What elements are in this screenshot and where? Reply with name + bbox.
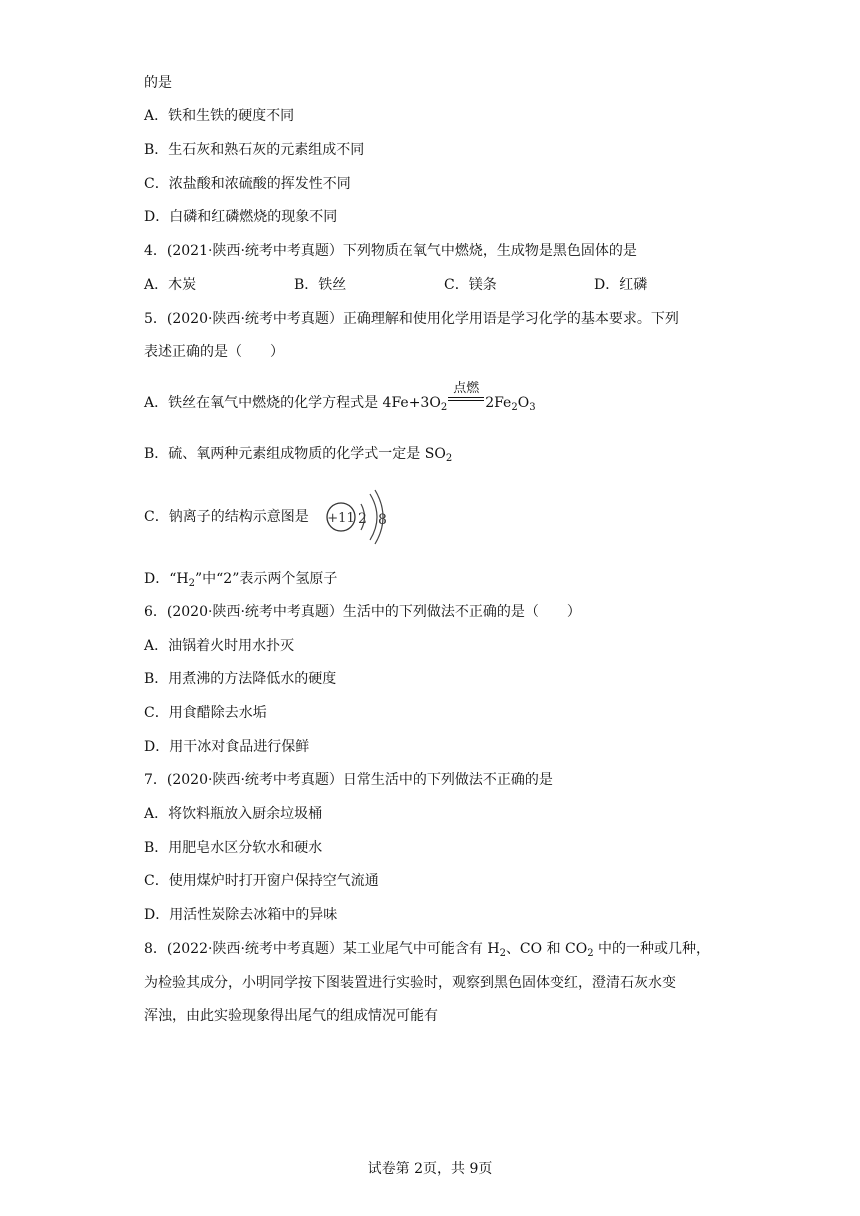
q4-option-d: D．红磷: [594, 277, 648, 293]
q3-option-b: B．生石灰和熟石灰的元素组成不同: [144, 142, 365, 158]
q5-d-prefix: D．“H: [144, 571, 189, 587]
q5-option-c: [144, 507, 309, 527]
q5-a-product: 2Fe: [485, 395, 512, 411]
q6-option-d: D．用干冰对食品进行保鲜: [144, 739, 310, 755]
page-footer: 试卷第 2页，共 9页: [367, 1161, 493, 1177]
q8-stem-line3: 浑浊，由此实验现象得出尾气的组成情况可能有: [144, 1008, 438, 1024]
q7-option-a: A．将饮料瓶放入厨余垃圾桶: [144, 806, 323, 822]
q5-option-b: [144, 444, 452, 464]
q5-a-fe-subscript: 2: [511, 402, 518, 413]
q5-option-d: [144, 569, 337, 589]
sodium-ion-structure-diagram: [324, 478, 394, 562]
shell1-electrons: 2: [358, 511, 367, 527]
q5-a-prefix: A．铁丝在氧气中燃烧的化学方程式是 4Fe+3O: [144, 395, 441, 411]
q4-options-row: [144, 275, 704, 295]
q7-stem: 7．(2020·陕西·统考中考真题）日常生活中的下列做法不正确的是: [144, 772, 553, 788]
q5-a-o2-subscript: 2: [440, 402, 448, 413]
q8-line1-part-a: 8．(2022·陕西·统考中考真题）某工业尾气中可能含有 H: [144, 941, 500, 957]
q4-stem: 4．(2021·陕西·统考中考真题）下列物质在氧气中燃烧，生成物是黑色固体的是: [144, 243, 637, 259]
q4-option-b: B．铁丝: [294, 277, 347, 293]
q5-option-a: [144, 381, 536, 413]
q8-line1-part-b: 、CO 和 CO: [505, 941, 588, 957]
q8-line1-part-c: 中的一种或几种，: [593, 941, 711, 957]
q4-option-a: A．木炭: [144, 277, 197, 293]
q8-stem-line1: [144, 939, 710, 959]
q5-b-subscript: 2: [445, 453, 453, 464]
q8-h2-subscript: 2: [499, 948, 506, 959]
q3-stem-tail: 的是: [144, 75, 172, 91]
q6-option-c: C．用食醋除去水垢: [144, 705, 267, 721]
q5-d-suffix: ”中“2”表示两个氢原子: [194, 571, 338, 587]
q8-stem-line2: 为检验其成分，小明同学按下图装置进行实验时，观察到黑色固体变红，澄清石灰水变: [144, 975, 676, 991]
q6-stem: 6．(2020·陕西·统考中考真题）生活中的下列做法不正确的是（ ）: [144, 604, 581, 620]
q5-c-prefix: C．钠离子的结构示意图是: [144, 509, 309, 525]
q6-option-b: B．用煮沸的方法降低水的硬度: [144, 671, 337, 687]
q6-option-a: A．油锅着火时用水扑灭: [144, 638, 295, 654]
q5-a-o3-subscript: 3: [529, 402, 536, 413]
q5-stem-line1: 5．(2020·陕西·统考中考真题）正确理解和使用化学用语是学习化学的基本要求。下列: [144, 311, 679, 327]
q3-option-d: D．白磷和红磷燃烧的现象不同: [144, 209, 338, 225]
q3-option-c: C．浓盐酸和浓硫酸的挥发性不同: [144, 176, 351, 192]
q7-option-c: C．使用煤炉时打开窗户保持空气流通: [144, 873, 379, 889]
nucleus-charge: +11: [327, 511, 355, 526]
q3-option-a: A．铁和生铁的硬度不同: [144, 108, 295, 124]
q8-co2-subscript: 2: [587, 948, 594, 959]
q7-option-b: B．用肥皂水区分软水和硬水: [144, 840, 323, 856]
q5-a-product-oxygen: O: [517, 395, 530, 411]
q4-option-c: C．镁条: [444, 277, 497, 293]
shell2-electrons: 8: [378, 512, 387, 528]
q5-d-subscript: 2: [188, 578, 195, 589]
q5-stem-line2: 表述正确的是（ ）: [144, 344, 284, 360]
q5-b-prefix: B．硫、氧两种元素组成物质的化学式一定是 SO: [144, 446, 446, 462]
reaction-condition-arrow: [448, 381, 484, 413]
reaction-condition: 点燃: [453, 381, 480, 396]
q7-option-d: D．用活性炭除去冰箱中的异味: [144, 907, 338, 923]
